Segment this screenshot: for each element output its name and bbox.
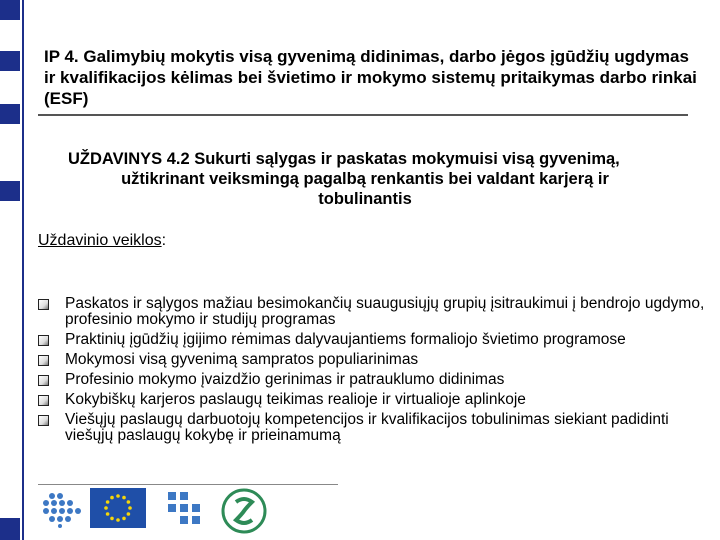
list-item-text: Kokybiškų karjeros paslaugų teikimas realioje ir virtualioje aplinkoje — [65, 391, 526, 408]
decor-square — [0, 181, 20, 201]
list-item-text: Praktinių įgūdžių įgijimo rėmimas dalyvaujantiems formaliojo švietimo programose — [65, 331, 626, 348]
title-divider — [38, 114, 688, 116]
task-line-2: užtikrinant veiksmingą pagalbą renkantis bei valdant karjerą ir — [121, 170, 609, 188]
decor-square — [0, 104, 20, 124]
list-item — [38, 332, 708, 348]
list-item — [38, 296, 708, 328]
slide-title: IP 4. Galimybių mokytis visą gyvenimą didinimas, darbo jėgos įgūdžių ugdymas ir kvalifikacijos kėlimas bei švietimo ir mokymo sistemų pritaikymas darbo rinkai (ESF) — [44, 47, 697, 108]
list-item — [38, 392, 708, 408]
list-item-text: Paskatos ir sąlygos mažiau besimokančių suaugusiųjų grupių įsitraukimui į bendrojo ugdymo, profesinio mokymo ir studijų programas — [65, 295, 705, 328]
list-item — [38, 412, 708, 444]
square-bullet-icon — [38, 375, 49, 386]
logo-strip — [38, 484, 338, 530]
activity-list — [38, 296, 708, 448]
task-line-3: tobulinantis — [318, 190, 412, 208]
eu-flag-icon — [90, 488, 146, 528]
list-item — [38, 372, 708, 388]
square-bullet-icon — [38, 415, 49, 426]
ldb-logo-icon — [212, 488, 276, 534]
list-item-text: Viešųjų paslaugų darbuotojų kompetencijos ir kvalifikacijos tobulinimas siekiant padidinti viešųjų paslaugų kokybę ir prieinamumą — [65, 411, 669, 444]
decor-square — [0, 51, 20, 71]
decor-square — [0, 0, 20, 20]
lithuania-logo-icon — [164, 488, 208, 528]
square-bullet-icon — [38, 299, 49, 310]
esf-logo-icon — [38, 488, 82, 528]
section-label-colon: : — [161, 232, 167, 249]
task-line-1: UŽDAVINYS 4.2 Sukurti sąlygas ir paskatas mokymuisi visą gyvenimą, — [68, 150, 620, 168]
section-label-text: Uždavinio veiklos — [38, 232, 162, 249]
decor-square — [0, 518, 20, 540]
task-heading — [60, 149, 700, 209]
left-stripe — [0, 0, 24, 540]
square-bullet-icon — [38, 355, 49, 366]
list-item-text: Mokymosi visą gyvenimą sampratos populiarinimas — [65, 351, 419, 368]
square-bullet-icon — [38, 395, 49, 406]
decor-vertical-line — [22, 0, 24, 540]
square-bullet-icon — [38, 335, 49, 346]
section-label — [38, 232, 166, 250]
list-item-text: Profesinio mokymo įvaizdžio gerinimas ir patrauklumo didinimas — [65, 371, 505, 388]
list-item — [38, 352, 708, 368]
